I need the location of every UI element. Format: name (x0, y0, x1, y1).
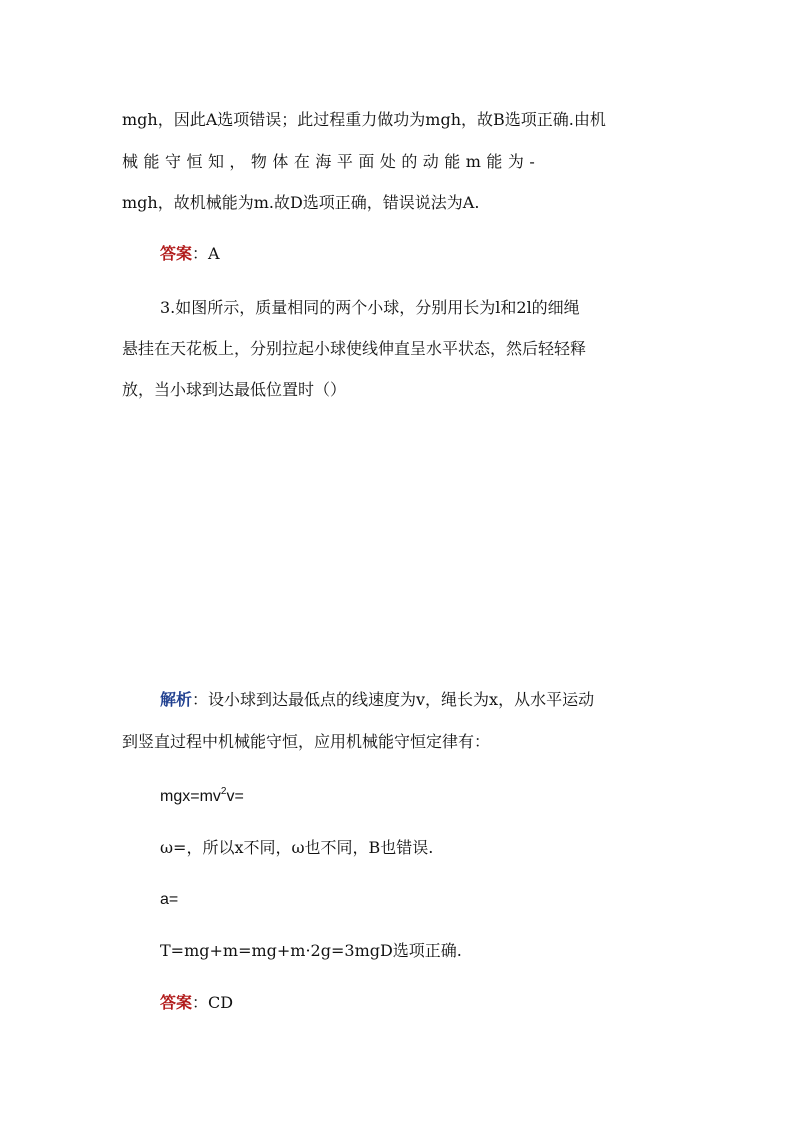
equation-part: v= (226, 788, 244, 805)
paragraph-line: mgh，因此A选项错误；此过程重力做功为mgh，故B选项正确.由机 (122, 110, 606, 129)
question-line: 悬挂在天花板上，分别拉起小球使线伸直呈水平状态，然后轻轻释 (122, 339, 587, 358)
answer-row (160, 244, 220, 264)
answer-value: CD (208, 993, 234, 1012)
equation-line: a= (160, 891, 179, 908)
answer-value: A (208, 244, 220, 263)
question-line: 3.如图所示，质量相同的两个小球，分别用长为l和2l的细绳 (160, 298, 580, 317)
analysis-text: ：设小球到达最低点的线速度为v，绳长为x，从水平运动 (192, 690, 595, 709)
superscript: 2 (220, 785, 227, 797)
answer-row (160, 993, 233, 1013)
question-line: 放，当小球到达最低位置时（） (122, 380, 347, 399)
equation-part: mgx=mv (160, 788, 221, 805)
answer-label: 答案 (160, 993, 193, 1012)
analysis-label: 解析 (160, 690, 193, 709)
paragraph-line: 到竖直过程中机械能守恒，应用机械能守恒定律有： (122, 732, 491, 751)
equation-line: ω=，所以x不同，ω也不同，B也错误. (160, 838, 434, 857)
answer-label: 答案 (160, 244, 193, 263)
paragraph-line: 械 能 守 恒 知 ， 物 体 在 海 平 面 处 的 动 能 m 能 为 - (122, 152, 536, 171)
equation-line (160, 787, 244, 807)
analysis-row (160, 690, 594, 710)
answer-colon: ： (192, 244, 209, 263)
answer-colon: ： (192, 993, 209, 1012)
paragraph-line: mgh，故机械能为m.故D选项正确，错误说法为A. (122, 193, 480, 212)
equation-line: T=mg+m=mg+m·2g=3mgD选项正确. (160, 941, 462, 960)
